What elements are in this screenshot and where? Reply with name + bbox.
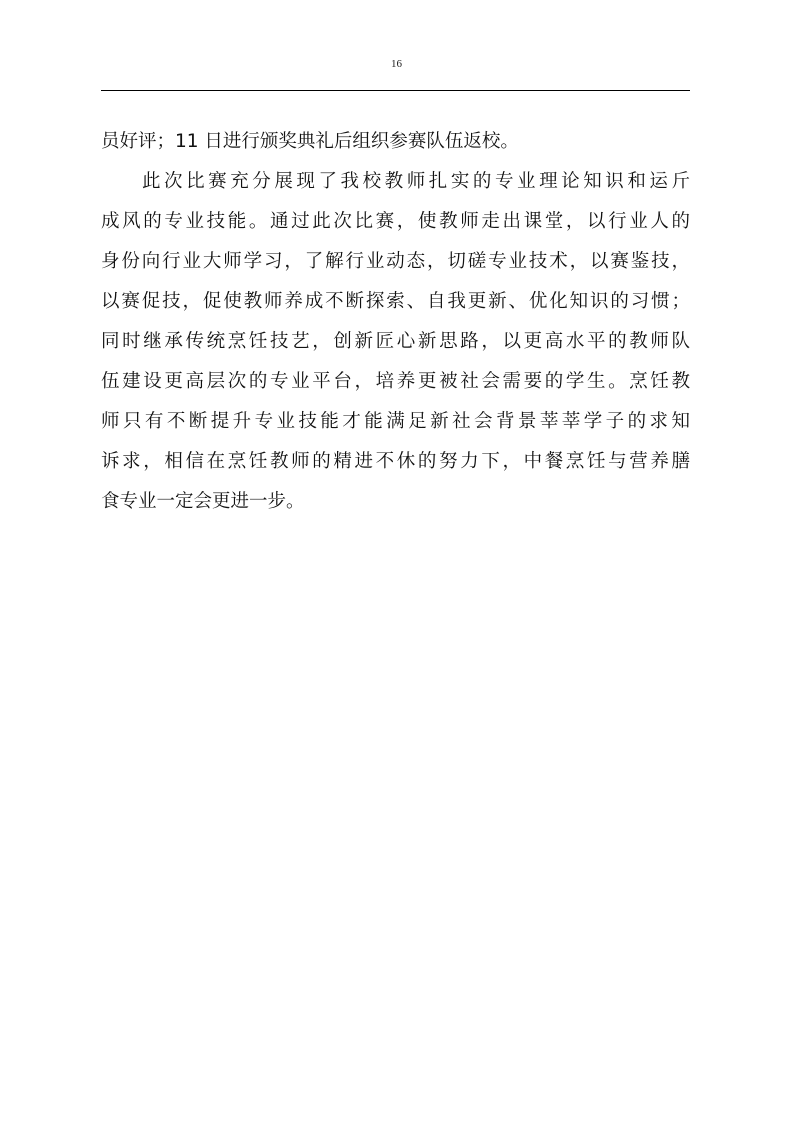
paragraph-line: 同时继承传统烹饪技艺，创新匠心新思路，以更高水平的教师队	[101, 331, 690, 352]
paragraph-line: 成风的专业技能。通过此次比赛，使教师走出课堂，以行业人的	[101, 211, 690, 232]
document-body	[101, 130, 690, 530]
paragraph-line: 此次比赛充分展现了我校教师扎实的专业理论知识和运斤	[142, 171, 690, 192]
paragraph-line: 伍建设更高层次的专业平台，培养更被社会需要的学生。烹饪教	[101, 371, 690, 392]
header-divider	[101, 90, 690, 91]
paragraph-line: 食专业一定会更进一步。	[101, 491, 305, 512]
paragraph-line: 师只有不断提升专业技能才能满足新社会背景莘莘学子的求知	[101, 411, 690, 432]
paragraph-line: 身份向行业大师学习，了解行业动态，切磋专业技术，以赛鉴技，	[101, 251, 690, 272]
paragraph-line: 诉求，相信在烹饪教师的精进不休的努力下，中餐烹饪与营养膳	[101, 451, 690, 472]
paragraph-line: 员好评；11 日进行颁奖典礼后组织参赛队伍返校。	[101, 131, 519, 152]
page-number: 16	[391, 58, 402, 70]
paragraph-line: 以赛促技，促使教师养成不断探索、自我更新、优化知识的习惯；	[101, 291, 690, 312]
